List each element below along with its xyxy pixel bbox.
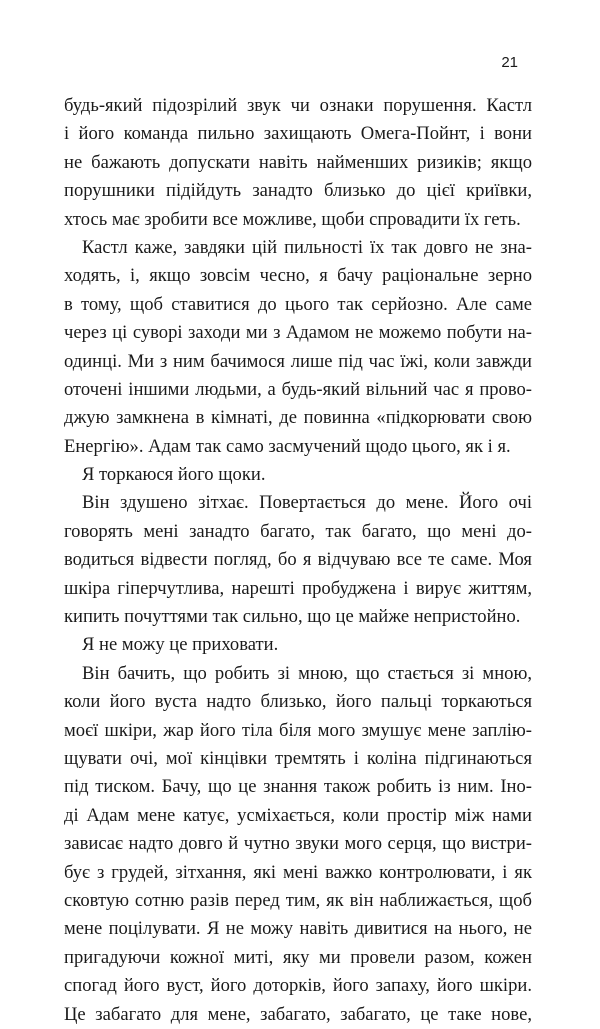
text-line: бує з грудей, зітхання, які мені важко контролювати, і як	[64, 861, 532, 883]
text-line: зависає надто довго й чутно звуки мого серця, що вистри-	[64, 833, 532, 855]
text-line: щувати очі, мої кінцівки тремтять і коліна підгинаються	[64, 747, 532, 769]
text-line: коли його вуста надто близько, його пальці торкаються	[64, 691, 532, 713]
paragraph	[64, 489, 532, 631]
page-number: 21	[501, 54, 518, 71]
text-line: моєї шкіри, жар його тіла біля мого змушує мене заплію-	[64, 719, 532, 741]
text-line: Він бачить, що робить зі мною, що стається зі мною,	[82, 662, 532, 684]
text-line: Він здушено зітхає. Повертається до мене. Його очі	[82, 492, 532, 514]
text-line: Я не можу це приховати.	[82, 634, 279, 656]
text-line: Кастл каже, завдяки цій пильності їх так довго не зна-	[82, 236, 532, 258]
text-line: ходять, і, якщо зовсім чесно, я бачу раціональне зерно	[64, 265, 532, 287]
text-line: через ці суворі заходи ми з Адамом не можемо побути на-	[64, 322, 532, 344]
text-line: і його команда пильно захищають Омега-Пойнт, і вони	[64, 123, 532, 145]
text-line: під тиском. Бачу, що це знання також робить із ним. Іно-	[64, 776, 532, 798]
text-line: сковтую сотню разів перед тим, як він наближається, щоб	[64, 889, 532, 911]
text-line: ді Адам мене катує, усміхається, коли простір між нами	[64, 804, 532, 826]
text-line: кипить почуттями так сильно, що це майже непристойно.	[64, 606, 521, 628]
text-line: джую замкнена в кімнаті, де повинна «підкорювати свою	[64, 407, 532, 429]
text-line: в тому, щоб ставитися до цього так серйозно. Але саме	[64, 293, 532, 315]
text-line: пригадуючи кожної миті, яку ми провели разом, кожен	[64, 946, 532, 968]
paragraph	[64, 234, 532, 461]
text-line: порушники підійдуть занадто близько до цієї криївки,	[64, 180, 532, 202]
paragraph	[64, 631, 532, 659]
text-line: Енергію». Адам так само засмучений щодо цього, як і я.	[64, 435, 511, 457]
text-line: не бажають допускати навіть найменших ризиків; якщо	[64, 151, 532, 173]
text-line: Це забагато для мене, забагато, забагато, це таке нове,	[64, 1003, 532, 1025]
paragraph	[64, 461, 532, 489]
text-line: шкіра гіперчутлива, нарешті пробуджена і вирує життям,	[64, 577, 532, 599]
text-line: водиться відвести погляд, бо я відчуваю все те саме. Моя	[64, 549, 532, 571]
text-line: мене поцілувати. Я не можу навіть дивитися на нього, не	[64, 918, 532, 940]
paragraph	[64, 92, 532, 234]
text-line: одинці. Ми з ним бачимося лише під час їжі, коли завжди	[64, 350, 532, 372]
text-line: спогад його вуст, його доторків, його запаху, його шкіри.	[64, 975, 532, 997]
text-line: Я торкаюся його щоки.	[82, 464, 266, 486]
text-line: говорять мені занадто багато, так багато, що мені до-	[64, 520, 532, 542]
text-line: будь-який підозрілий звук чи ознаки порушення. Кастл	[64, 95, 532, 116]
text-line: хтось має зробити все можливе, щоби спровадити їх геть.	[64, 208, 521, 230]
body-text	[64, 92, 532, 1029]
paragraph	[64, 660, 532, 1029]
text-line: оточені іншими людьми, а будь-який вільний час я прово-	[64, 378, 532, 400]
